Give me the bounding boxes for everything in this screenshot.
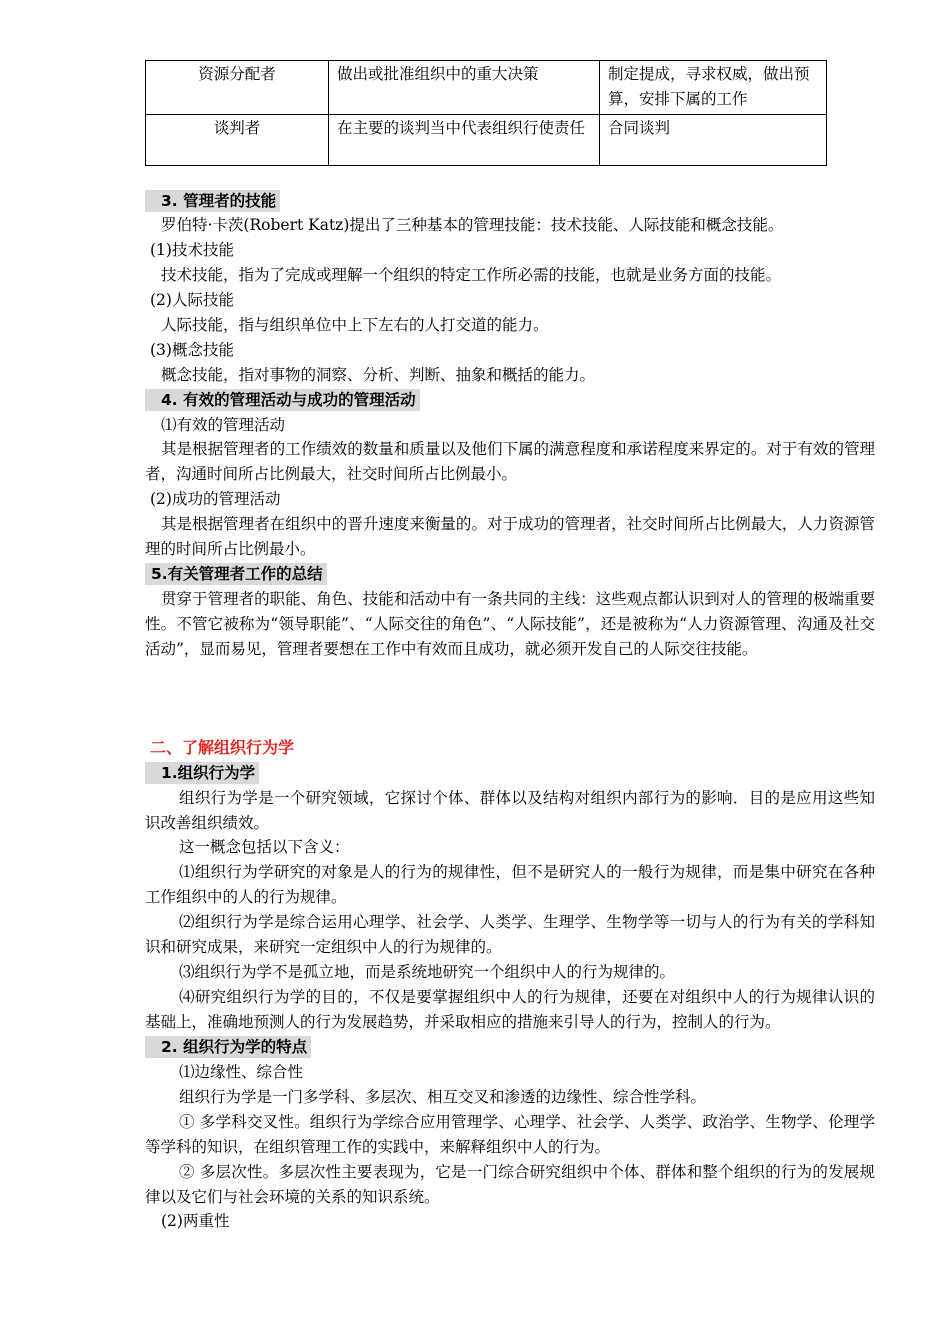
ob-implication-1: ⑴组织行为学研究的对象是人的行为的规律性，但不是研究人的一般行为规律，而是集中研究在各种工作组织中的人的行为规律。 bbox=[145, 863, 875, 906]
skills-intro: 罗伯特·卡茨(Robert Katz)提出了三种基本的管理技能：技术技能、人际技能和概念技能。 bbox=[161, 216, 784, 234]
ob-implication-2: ⑵组织行为学是综合运用心理学、社会学、人类学、生理学、生物学等一切与人的行为有关的学科知识和研究成果，来研究一定组织中人的行为规律的。 bbox=[145, 913, 875, 956]
skill-text-technical: 技术技能，指为了完成或理解一个组织的特定工作所必需的技能，也就是业务方面的技能。 bbox=[161, 266, 782, 284]
summary-text: 贯穿于管理者的职能、角色、技能和活动中有一条共同的主线：这些观点都认识到对人的管理的极端重要性。不管它被称为“领导职能”、“人际交往的角色”、“人际技能”，还是被称为“人力资源管理、沟通及社交活动”，显而易见，管理者要想在工作中有效而且成功，就必须开发自己的人际交往技能。 bbox=[145, 590, 875, 658]
section-heading-ob-definition: 1.组织行为学 bbox=[145, 762, 259, 784]
skill-text-conceptual: 概念技能，指对事物的洞察、分析、判断、抽象和概括的能力。 bbox=[161, 366, 596, 384]
skill-title-technical: (1)技术技能 bbox=[150, 241, 234, 259]
section-heading-effective-activities: 4. 有效的管理活动与成功的管理活动 bbox=[145, 389, 420, 411]
ob-characteristic-1-text: 组织行为学是一门多学科、多层次、相互交叉和渗透的边缘性、综合性学科。 bbox=[179, 1088, 707, 1106]
skill-text-interpersonal: 人际技能，指与组织单位中上下左右的人打交道的能力。 bbox=[161, 316, 549, 334]
table-cell-example: 制定提成，寻求权威，做出预算，安排下属的工作 bbox=[600, 61, 827, 115]
successful-activity-text: 其是根据管理者在组织中的晋升速度来衡量的。对于成功的管理者，社交时间所占比例最大，人力资源管理的时间所占比例最小。 bbox=[145, 515, 875, 558]
ob-multilevel-point: ② 多层次性。多层次性主要表现为，它是一门综合研究组织中个体、群体和整个组织的行为的发展规律以及它们与社会环境的关系的知识系统。 bbox=[145, 1163, 875, 1206]
table-cell-role: 资源分配者 bbox=[146, 61, 329, 115]
table-cell-activity: 做出或批准组织中的重大决策 bbox=[329, 61, 600, 115]
ob-characteristic-1-title: ⑴边缘性、综合性 bbox=[179, 1063, 304, 1081]
section-heading-ob-characteristics: 2. 组织行为学的特点 bbox=[145, 1036, 311, 1058]
ob-multidisciplinary-point: ① 多学科交叉性。组织行为学综合应用管理学、心理学、社会学、人类学、政治学、生物学、伦理学等学科的知识，在组织管理工作的实践中，来解释组织中人的行为。 bbox=[145, 1113, 875, 1156]
ob-implication-4: ⑷研究组织行为学的目的，不仅是要掌握组织中人的行为规律，还要在对组织中人的行为规律认识的基础上，准确地预测人的行为发展趋势，并采取相应的措施来引导人的行为，控制人的行为。 bbox=[145, 988, 875, 1031]
table-cell-role: 谈判者 bbox=[146, 115, 329, 166]
manager-roles-table bbox=[145, 60, 827, 166]
skill-title-conceptual: (3)概念技能 bbox=[150, 341, 234, 359]
successful-activity-title: (2)成功的管理活动 bbox=[150, 490, 281, 508]
ob-definition-text: 组织行为学是一个研究领域，它探讨个体、群体以及结构对组织内部行为的影响．目的是应用这些知识改善组织绩效。 bbox=[145, 789, 875, 832]
ob-implications-intro: 这一概念包括以下含义： bbox=[179, 838, 350, 856]
section-heading-manager-skills: 3. 管理者的技能 bbox=[145, 190, 280, 212]
table-cell-example: 合同谈判 bbox=[600, 115, 827, 166]
part-title-organizational-behavior: 二、了解组织行为学 bbox=[150, 738, 295, 757]
section-heading-summary: 5.有关管理者工作的总结 bbox=[145, 563, 327, 585]
effective-activity-title: ⑴有效的管理活动 bbox=[161, 416, 286, 434]
table-row bbox=[146, 115, 827, 166]
skill-title-interpersonal: (2)人际技能 bbox=[150, 291, 234, 309]
table-cell-activity: 在主要的谈判当中代表组织行使责任 bbox=[329, 115, 600, 166]
ob-characteristic-2-title: (2)两重性 bbox=[161, 1212, 230, 1230]
table-row bbox=[146, 61, 827, 115]
ob-implication-3: ⑶组织行为学不是孤立地，而是系统地研究一个组织中人的行为规律的。 bbox=[179, 963, 676, 981]
effective-activity-text: 其是根据管理者的工作绩效的数量和质量以及他们下属的满意程度和承诺程度来界定的。对于有效的管理者，沟通时间所占比例最大，社交时间所占比例最小。 bbox=[145, 440, 875, 483]
